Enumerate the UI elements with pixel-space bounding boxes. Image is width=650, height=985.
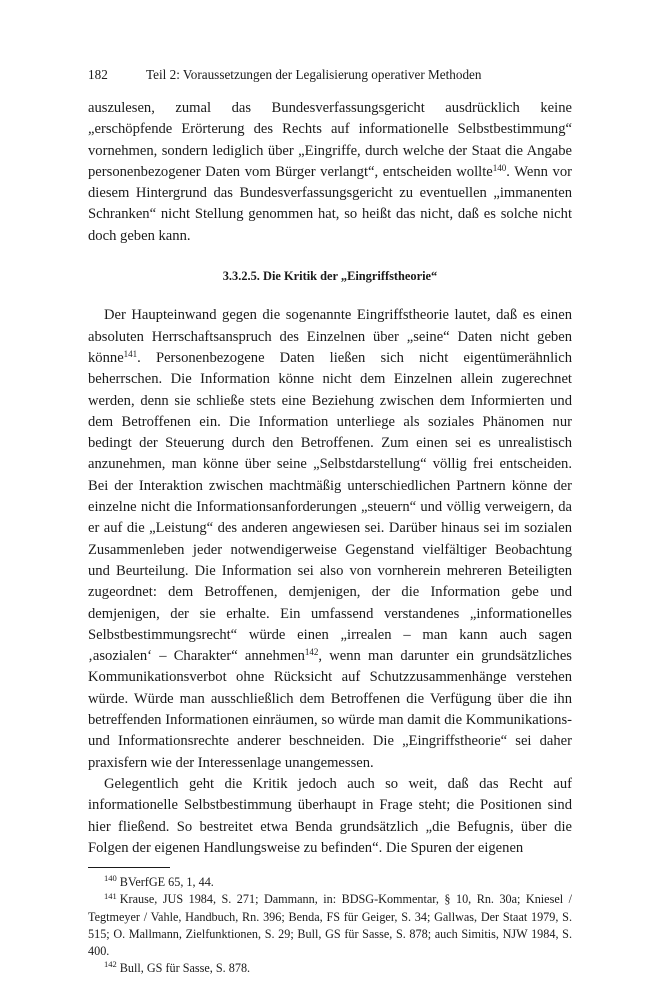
text-segment: , wenn man darunter ein grundsätzliches Kommunikationsverbot ohne Rücksicht auf Schutzzusammenhänge verstehen würde. Würde man ausschließlich dem Betroffenen die Verfügung über die ihn betreffenden Informationen einräumen, so würde man damit die Kommunikations- und Informationsrechte anderer beschneiden. Die „Eingriffstheorie“ sei daher praxisfern wie der Interessenlage unangemessen. — [88, 648, 572, 771]
text-segment: Gelegentlich geht die Kritik jedoch auch so weit, daß das Recht auf informationelle Selbstbestimmung überhaupt in Frage steht; die Positionen sind hier fließend. So bestreitet etwa Benda grundsätzlich „die Befugnis, über die Folgen der eigenen Handlungsweise zu befinden“. Die Spuren der eigenen — [88, 775, 572, 856]
footnote-ref: 142 — [304, 647, 319, 658]
text-segment: Der Haupteinwand gegen die sogenannte Eingriffstheorie lautet, daß es einen absoluten Herrschaftsanspruch des Einzelnen über „seine“ Daten nicht geben könne — [88, 307, 572, 366]
footnote-number: 141 — [104, 890, 117, 901]
footnote-ref: 140 — [492, 162, 507, 173]
footnote — [88, 891, 572, 960]
section-heading: 3.3.2.5. Die Kritik der „Eingriffstheorie“ — [222, 269, 438, 284]
running-title: Teil 2: Voraussetzungen der Legalisierung operativer Methoden — [146, 67, 482, 82]
text-segment: . Personenbezogene Daten ließen sich nicht eigentümerähnlich beherrschen. Die Information könne nicht dem Einzelnen allein zugerechnet werden, denn sie schließe stets eine Beziehung zwischen dem Informierten und dem Betroffenen ein. Die Information unterliege als soziales Phänomen nur bedingt der Steuerung durch den Betroffenen. Zum einen sei es unrealistisch anzunehmen, man könne über seine „Selbstdarstellung“ völlig frei entscheiden. Bei der Interaktion zwischen machtmäßig unterschiedlichen Partnern könne der einzelne nicht die Informationsanforderungen „steuern“ und völlig verweigern, da er auf die „Leistung“ des anderen angewiesen sei. Darüber hinaus sei im sozialen Zusammenleben jeder notwendigerweise Gegenstand vielfältiger Beobachtung und Beurteilung. Die Information sei also von vornherein mehreren Beteiligten zugeordnet: dem Betroffenen, demjenigen, der die Information gebe und demjenigen, der sie erhalte. Ein umfassend verstandenes „informationelles Selbstbestimmungsrecht“ würde einen „irrealen – man kann auch sagen ‚asozialen‘ – Charakter“ annehmen — [88, 349, 572, 665]
footnotes — [88, 874, 572, 977]
continuation-paragraph — [88, 98, 572, 247]
footnote-ref: 141 — [123, 349, 138, 360]
running-header — [88, 66, 572, 84]
text-segment: auszulesen, zumal das Bundesverfassungsgericht ausdrücklich keine „erschöpfende Erörterung des Rechts auf informationelle Selbstbestimmung“ vornehmen, sondern lediglich über „Eingriffe, durch welche der Staat die Angabe personenbezogener Daten vom Bürger verlangt“, entscheiden wollte — [88, 100, 572, 180]
text-segment: . Wenn vor diesem Hintergrund das Bundesverfassungsgericht zu eventuellen „immanenten Schranken“ nicht Stellung genommen hat, so heißt das nicht, daß es solche nicht doch geben kann. — [88, 163, 572, 244]
main-text — [88, 98, 572, 859]
paragraph — [88, 305, 572, 774]
footnote — [88, 960, 572, 977]
footnote-number: 142 — [104, 959, 117, 970]
footnote-divider — [88, 867, 170, 868]
paragraph — [88, 774, 572, 859]
page-number: 182 — [88, 67, 108, 82]
footnote-text: Krause, JUS 1984, S. 271; Dammann, in: BDSG-Kommentar, § 10, Rn. 30a; Kniesel / Tegtmeyer / Vahle, Handbuch, Rn. 396; Benda, FS für Geiger, S. 34; Gallwas, Der Staat 1979, S. 515; O. Mallmann, Zielfunktionen, S. 29; Bull, GS für Sasse, S. 878; auch Simitis, NJW 1984, S. 400. — [88, 892, 572, 958]
footnote-number: 140 — [104, 873, 117, 884]
footnote-text: Bull, GS für Sasse, S. 878. — [119, 961, 251, 976]
book-page — [88, 66, 572, 977]
footnote-text: BVerfGE 65, 1, 44. — [119, 875, 214, 890]
footnote — [88, 874, 572, 891]
